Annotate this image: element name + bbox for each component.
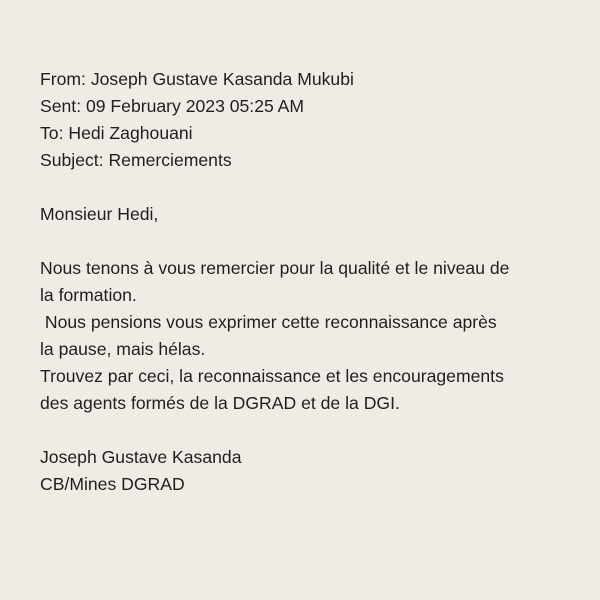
body-line: Trouvez par ceci, la reconnaissance et les encouragements: [40, 366, 504, 386]
spacer: [40, 417, 570, 444]
body-line: Nous pensions vous exprimer cette reconnaissance après: [40, 312, 497, 332]
subject-line: Subject: Remerciements: [40, 150, 232, 170]
body-line: des agents formés de la DGRAD et de la DGI.: [40, 393, 400, 413]
body-line: la pause, mais hélas.: [40, 339, 206, 359]
signature-name: Joseph Gustave Kasanda: [40, 447, 242, 467]
to-line: To: Hedi Zaghouani: [40, 123, 193, 143]
email-document: [40, 66, 570, 498]
greeting: Monsieur Hedi,: [40, 204, 159, 224]
from-line: From: Joseph Gustave Kasanda Mukubi: [40, 69, 354, 89]
signature-title: CB/Mines DGRAD: [40, 474, 185, 494]
sent-line: Sent: 09 February 2023 05:25 AM: [40, 96, 305, 116]
email-body: [40, 255, 570, 417]
spacer: [40, 228, 570, 255]
spacer: [40, 174, 570, 201]
email-header: [40, 66, 570, 174]
body-line: Nous tenons à vous remercier pour la qualité et le niveau de: [40, 258, 510, 278]
email-signature: [40, 444, 570, 498]
body-line: la formation.: [40, 285, 137, 305]
